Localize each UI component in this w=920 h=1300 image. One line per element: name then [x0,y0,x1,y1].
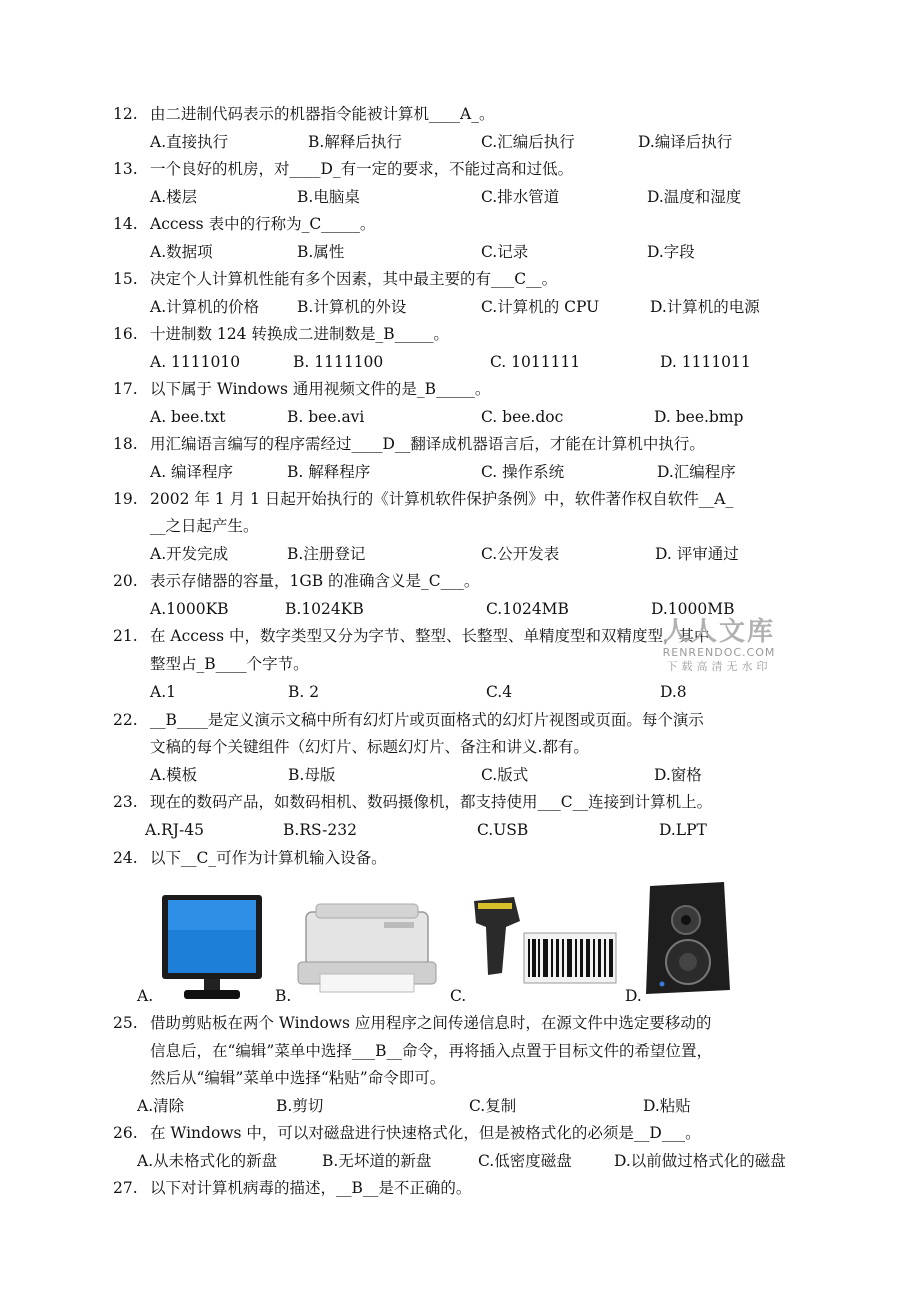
option-c: C.排水管道 [481,188,560,206]
option-d: D. 1111011 [660,353,751,371]
option-b: B. 解释程序 [287,463,371,481]
question-text: 现在的数码产品，如数码相机、数码摄像机，都支持使用___C__连接到计算机上。 [150,793,713,811]
question-text: 2002 年 1 月 1 日起开始执行的《计算机软件保护条例》中，软件著作权自软件__A_ [150,490,734,508]
watermark [644,618,794,674]
question-text-line-2: 整型占_B____个字节。 [150,655,309,673]
question-text: 以下属于 Windows 通用视频文件的是_B_____。 [150,380,491,398]
question-text: 一个良好的机房，对____D_有一定的要求，不能过高和过低。 [150,160,574,178]
question-number: 23. [113,793,138,811]
question-number: 13. [113,160,138,178]
option-c: C.计算机的 CPU [481,298,600,316]
option-b: B.属性 [297,243,345,261]
question-number: 18. [113,435,138,453]
question-text-line-2: 信息后，在“编辑”菜单中选择___B__命令，再将插入点置于目标文件的希望位置， [150,1042,712,1060]
question-number: 19. [113,490,138,508]
option-d: D. bee.bmp [654,408,744,426]
question-text: 以下__C_可作为计算机输入设备。 [150,849,387,867]
option-d: D.温度和湿度 [647,188,742,206]
option-c: C.记录 [481,243,529,261]
watermark-url: RENRENDOC.COM [662,646,776,659]
option-b: B.注册登记 [287,545,366,563]
printer-icon [294,898,440,998]
question-text: 十进制数 124 转换成二进制数是_B_____。 [150,325,449,343]
option-a: A.清除 [137,1097,185,1115]
question-number: 14. [113,215,138,233]
option-c: C. [450,987,467,1005]
option-c: C. 1011111 [490,353,581,371]
question-number: 25. [113,1014,138,1032]
option-c: C.公开发表 [481,545,560,563]
question-text: 借助剪贴板在两个 Windows 应用程序之间传递信息时，在源文件中选定要移动的 [150,1014,712,1032]
question-text-line-2: 文稿的每个关键组件（幻灯片、标题幻灯片、备注和讲义.都有。 [150,738,589,756]
option-c: C.汇编后执行 [481,133,575,151]
watermark-subtitle: 下载高清无水印 [666,660,772,673]
option-d: D.8 [660,683,687,701]
option-b: B.1024KB [285,600,364,618]
question-text: 决定个人计算机性能有多个因素，其中最主要的有___C__。 [150,270,558,288]
option-a: A.楼层 [150,188,198,206]
option-a: A.开发完成 [150,545,229,563]
option-d: D.1000MB [651,600,735,618]
option-c: C.低密度磁盘 [478,1152,572,1170]
option-c: C.版式 [481,766,529,784]
question-text: 表示存储器的容量，1GB 的准确含义是_C___。 [150,572,480,590]
option-b: B.RS-232 [283,821,357,839]
option-b: B. 1111100 [293,353,384,371]
option-a: A.直接执行 [150,133,229,151]
question-number: 17. [113,380,138,398]
question-text: 在 Windows 中，可以对磁盘进行快速格式化，但是被格式化的必须是__D___。 [150,1124,701,1142]
question-text: Access 表中的行称为_C_____。 [150,215,376,233]
question-number: 24. [113,849,138,867]
watermark-title: 人人文库 [662,617,775,647]
option-d: D. 评审通过 [655,545,739,563]
option-d: D. [625,987,642,1005]
option-d: D.汇编程序 [657,463,736,481]
option-b: B. bee.avi [287,408,365,426]
option-c: C.4 [486,683,513,701]
question-text: 以下对计算机病毒的描述，__B__是不正确的。 [150,1179,472,1197]
question-text-line-3: 然后从“编辑”菜单中选择“粘贴”命令即可。 [150,1069,446,1087]
option-b: B.母版 [288,766,336,784]
question-number: 15. [113,270,138,288]
option-a: A. [137,987,154,1005]
option-b: B. [275,987,292,1005]
question-number: 20. [113,572,138,590]
option-d: D.以前做过格式化的磁盘 [614,1152,786,1170]
question-text: 在 Access 中，数字类型又分为字节、整型、长整型、单精度型和双精度型，其中 [150,627,710,645]
option-c: C.USB [477,821,529,839]
option-d: D.编译后执行 [638,133,733,151]
option-a: A.1000KB [150,600,229,618]
option-a: A.RJ-45 [145,821,204,839]
question-number: 12. [113,105,138,123]
option-d: D.LPT [659,821,707,839]
option-b: B.无坏道的新盘 [322,1152,432,1170]
speaker-icon [640,880,734,998]
barcode-scanner-icon [468,893,618,998]
option-b: B.电脑桌 [297,188,360,206]
question-number: 27. [113,1179,138,1197]
question-number: 21. [113,627,138,645]
option-d: D.字段 [647,243,695,261]
option-a: A. 1111010 [150,353,241,371]
question-text: 用汇编语言编写的程序需经过____D__翻译成机器语言后，才能在计算机中执行。 [150,435,705,453]
option-b: B.解释后执行 [308,133,402,151]
option-a: A. bee.txt [150,408,226,426]
option-a: A.从未格式化的新盘 [137,1152,278,1170]
option-d: D.粘贴 [643,1097,691,1115]
option-d: D.窗格 [654,766,702,784]
option-c: C. bee.doc [481,408,564,426]
option-b: B.计算机的外设 [297,298,407,316]
question-text-line-2: __之日起产生。 [150,517,259,535]
question-number: 16. [113,325,138,343]
option-b: B.剪切 [276,1097,324,1115]
question-number: 22. [113,711,138,729]
option-d: D.计算机的电源 [650,298,760,316]
question-text: __B____是定义演示文稿中所有幻灯片或页面格式的幻灯片视图或页面。每个演示 [150,711,704,729]
question-text: 由二进制代码表示的机器指令能被计算机____A_。 [150,105,495,123]
option-a: A.数据项 [150,243,213,261]
option-c: C.1024MB [486,600,569,618]
option-a: A.计算机的价格 [150,298,260,316]
option-a: A.1 [150,683,176,701]
option-c: C.复制 [469,1097,517,1115]
monitor-icon [160,893,264,1003]
question-number: 26. [113,1124,138,1142]
option-a: A.模板 [150,766,198,784]
option-c: C. 操作系统 [481,463,565,481]
option-a: A. 编译程序 [150,463,234,481]
option-b: B. 2 [288,683,320,701]
